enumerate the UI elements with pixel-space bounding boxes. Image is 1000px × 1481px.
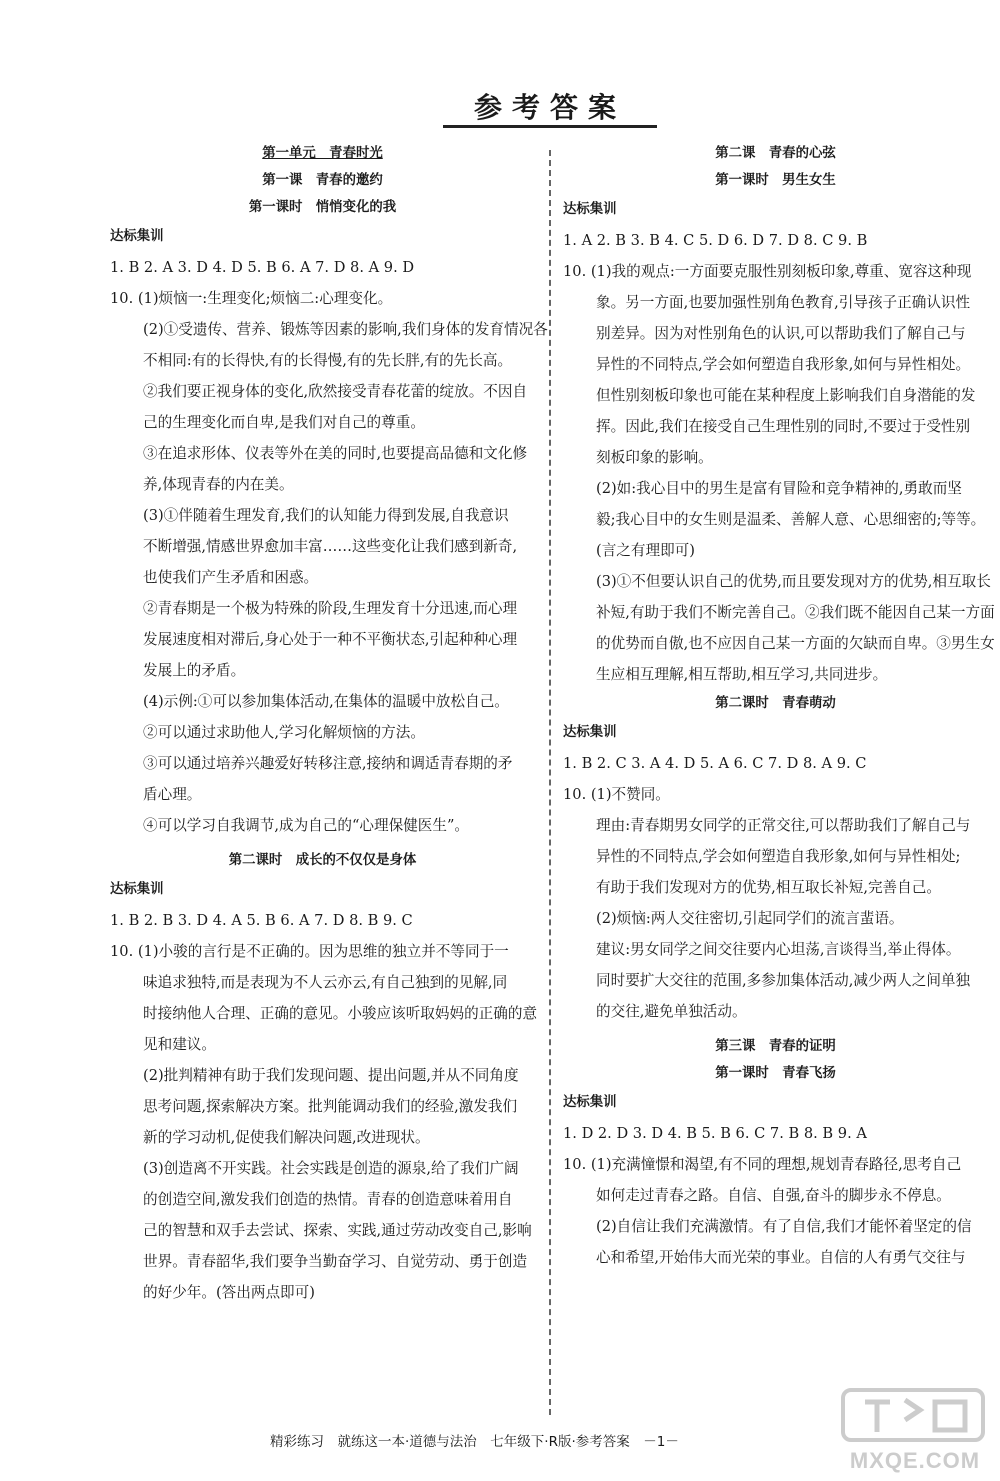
answer-line: (言之有理即可): [596, 542, 695, 559]
answer-line: 发展上的矛盾。: [143, 662, 246, 679]
answer-line: 世界。青春韶华,我们要争当勤奋学习、自觉劳动、勇于创造: [143, 1253, 528, 1270]
answer-line: 的优势而自傲,也不应因自己某一方面的欠缺而自卑。③男生女: [596, 635, 995, 652]
answer-line: 建议:男女同学之间交往要内心坦荡,言谈得当,举止得体。: [596, 941, 961, 958]
answer-line: (3)①伴随着生理发育,我们的认知能力得到发展,自我意识: [143, 507, 509, 524]
answer-block: [110, 905, 538, 1308]
answer-line: (2)自信让我们充满激情。有了自信,我们才能怀着坚定的信: [596, 1218, 972, 1235]
section-heading: 达标集训: [110, 229, 164, 244]
answer-line: 发展速度相对滞后,身心处于一种不平衡状态,引起种种心理: [143, 631, 518, 648]
answer-line: 思考问题,探索解决方案。批判能调动我们的经验,激发我们: [143, 1098, 518, 1115]
title-underline: [443, 125, 657, 128]
answer-line: (2)烦恼:两人交往密切,引起同学们的流言蜚语。: [596, 910, 904, 927]
answer-line: 10. (1)小骏的言行是不正确的。因为思维的独立并不等同于一: [110, 943, 509, 960]
answer-line: 时接纳他人合理、正确的意见。小骏应该听取妈妈的正确的意: [143, 1005, 538, 1022]
answer-line: 1. B 2. A 3. D 4. D 5. B 6. A 7. D 8. A 9. D: [110, 259, 415, 276]
answer-line: ③可以通过培养兴趣爱好转移注意,接纳和调适青春期的矛: [143, 755, 513, 772]
answer-line: 心和希望,开始伟大而光荣的事业。自信的人有勇气交往与: [596, 1249, 966, 1266]
answer-line: 1. B 2. B 3. D 4. A 5. B 6. A 7. D 8. B 9. C: [110, 912, 413, 929]
answer-line: 刻板印象的影响。: [596, 449, 713, 466]
answer-line: 味追求独特,而是表现为不人云亦云,有自己独到的见解,同: [143, 974, 508, 991]
answer-line: (2)如:我心目中的男生是富有冒险和竞争精神的,勇敢而坚: [596, 480, 962, 497]
watermark-logo: [835, 1382, 995, 1477]
answer-block: [563, 1118, 988, 1273]
answer-line: 10. (1)充满憧憬和渴望,有不同的理想,规划青春路径,思考自己: [563, 1156, 962, 1173]
answer-line: 新的学习动机,促使我们解决问题,改进现状。: [143, 1129, 430, 1146]
answer-line: ②青春期是一个极为特殊的阶段,生理发育十分迅速,而心理: [143, 600, 518, 617]
period-heading: 第二课时 青春萌动: [715, 696, 836, 711]
answer-line: ②可以通过求助他人,学习化解烦恼的方法。: [143, 724, 425, 741]
answer-line: 10. (1)烦恼一:生理变化;烦恼二:心理变化。: [110, 290, 393, 307]
answer-line: 挥。因此,我们在接受自己生理性别的同时,不要过于受性别: [596, 418, 971, 435]
answer-line: 的好少年。(答出两点即可): [143, 1284, 315, 1301]
answer-line: (3)创造离不开实践。社会实践是创造的源泉,给了我们广阔: [143, 1160, 519, 1177]
answer-line: 象。另一方面,也要加强性别角色教育,引导孩子正确认识性: [596, 294, 971, 311]
answer-block: [563, 748, 988, 1027]
answer-line: 也使我们产生矛盾和困惑。: [143, 569, 319, 586]
page-footer: 精彩练习 就练这一本·道德与法治 七年级下·R版·参考答案 －1－: [270, 1434, 679, 1450]
answer-line: 同时要扩大交往的范围,多参加集体活动,减少两人之间单独: [596, 972, 971, 989]
answer-line: 盾心理。: [143, 786, 202, 803]
answer-line: (2)①受遗传、营养、锻炼等因素的影响,我们身体的发育情况各: [143, 321, 548, 338]
answer-line: 己的智慧和双手去尝试、探索、实践,通过劳动改变自己,影响: [143, 1222, 532, 1239]
answer-line: 的创造空间,激发我们创造的热情。青春的创造意味着用自: [143, 1191, 513, 1208]
answer-line: 别差异。因为对性别角色的认识,可以帮助我们了解自己与: [596, 325, 966, 342]
answer-line: 不相同:有的长得快,有的长得慢,有的先长胖,有的先长高。: [143, 352, 513, 369]
answer-line: 养,体现青春的内在美。: [143, 476, 294, 493]
right-column: [563, 140, 995, 1273]
left-column: [110, 140, 548, 1308]
section-heading: 达标集训: [563, 202, 617, 217]
answer-line: ④可以学习自我调节,成为自己的“心理保健医生”。: [143, 817, 470, 834]
section-heading: 达标集训: [563, 725, 617, 740]
answer-line: 毅;我心目中的女生则是温柔、善解人意、心思细密的;等等。: [596, 511, 986, 528]
unit-heading: 第一单元 青春时光: [262, 146, 383, 161]
answer-line: ③在追求形体、仪表等外在美的同时,也要提高品德和文化修: [143, 445, 528, 462]
answer-line: 但性别刻板印象也可能在某种程度上影响我们自身潜能的发: [596, 387, 976, 404]
period-heading: 第二课时 成长的不仅仅是身体: [228, 853, 417, 868]
answer-block: [110, 252, 548, 841]
page-title: 参考答案: [473, 91, 626, 124]
svg-text:MXQE.COM: MXQE.COM: [849, 1448, 981, 1473]
answer-line: 10. (1)不赞同。: [563, 786, 670, 803]
period-heading: 第一课时 青春飞扬: [715, 1066, 836, 1081]
answer-line: 的交往,避免单独活动。: [596, 1003, 747, 1020]
answer-line: (4)示例:①可以参加集体活动,在集体的温暖中放松自己。: [143, 693, 509, 710]
answer-line: ②我们要正视身体的变化,欣然接受青春花蕾的绽放。不因自: [143, 383, 528, 400]
answer-line: (3)①不但要认识自己的优势,而且要发现对方的优势,相互取长: [596, 573, 991, 590]
period-heading: 第一课时 男生女生: [715, 173, 836, 188]
answer-line: 1. D 2. D 3. D 4. B 5. B 6. C 7. B 8. B 9. A: [563, 1125, 867, 1142]
lesson-heading: 第一课 青春的邀约: [262, 173, 383, 188]
lesson-heading: 第三课 青春的证明: [715, 1039, 836, 1054]
answer-line: 10. (1)我的观点:一方面要克服性别刻板印象,尊重、宽容这种现: [563, 263, 972, 280]
answer-line: (2)批判精神有助于我们发现问题、提出问题,并从不同角度: [143, 1067, 519, 1084]
answer-line: 如何走过青春之路。自信、自强,奋斗的脚步永不停息。: [596, 1187, 951, 1204]
section-heading: 达标集训: [110, 882, 164, 897]
answer-line: 理由:青春期男女同学的正常交往,可以帮助我们了解自己与: [596, 817, 971, 834]
answer-line: 1. B 2. C 3. A 4. D 5. A 6. C 7. D 8. A 9. C: [563, 755, 867, 772]
answer-line: 异性的不同特点,学会如何塑造自我形象,如何与异性相处;: [596, 848, 961, 865]
answer-line: 不断增强,情感世界愈加丰富……这些变化让我们感到新奇,: [143, 538, 518, 555]
answer-line: 异性的不同特点,学会如何塑造自我形象,如何与异性相处。: [596, 356, 971, 373]
answer-line: 生应相互理解,相互帮助,相互学习,共同进步。: [596, 666, 888, 683]
answer-line: 补短,有助于我们不断完善自己。②我们既不能因自己某一方面: [596, 604, 995, 621]
column-divider: [549, 150, 551, 1415]
answer-line: 见和建议。: [143, 1036, 216, 1053]
lesson-heading: 第二课 青春的心弦: [715, 146, 836, 161]
answer-block: [563, 225, 995, 690]
answer-line: 1. A 2. B 3. B 4. C 5. D 6. D 7. D 8. C 9. B: [563, 232, 868, 249]
answer-line: 己的生理变化而自卑,是我们对自己的尊重。: [143, 414, 425, 431]
section-heading: 达标集训: [563, 1095, 617, 1110]
period-heading: 第一课时 悄悄变化的我: [248, 200, 397, 215]
answer-line: 有助于我们发现对方的优势,相互取长补短,完善自己。: [596, 879, 941, 896]
